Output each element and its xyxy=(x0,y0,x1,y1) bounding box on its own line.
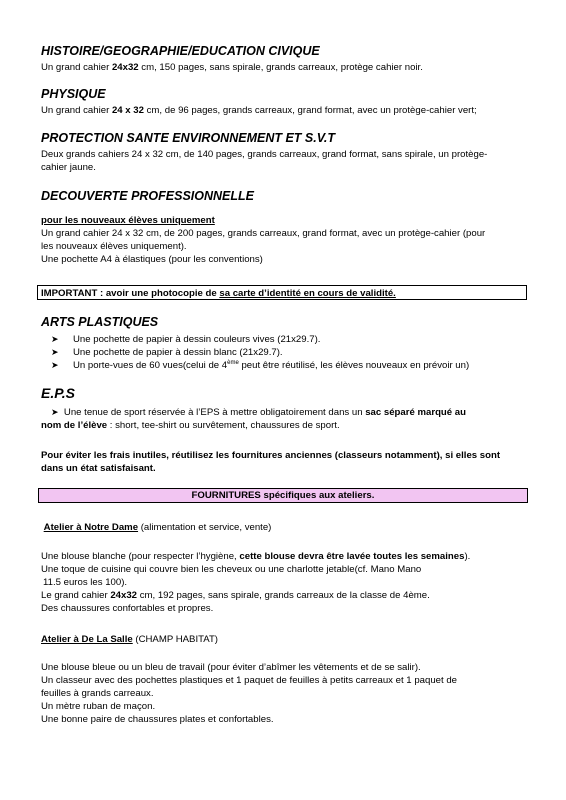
notice-line-1: Pour éviter les frais inutiles, réutilisez les fournitures anciennes (classeurs notamment), si elles sont xyxy=(41,450,501,461)
eps-post: : short, tee-shirt ou survêtement, chaussures de sport. xyxy=(107,420,340,431)
de-la-salle-line-5: Une bonne paire de chaussures plates et confortables. xyxy=(41,714,274,725)
eps-bold-2: nom de l’élève xyxy=(41,420,108,431)
arts-item3-post: peut être réutilisé, les élèves nouveaux en prévoir un) xyxy=(238,360,470,371)
important-underlined: sa carte d’identité en cours de validité. xyxy=(219,288,396,299)
histoire-size: 24x32 xyxy=(111,62,139,73)
physique-post: cm, de 96 pages, grands carreaux, grand format, avec un protège-cahier vert; xyxy=(143,105,477,116)
notre-dame-l4-pre: Le grand cahier xyxy=(41,590,111,601)
decouverte-text xyxy=(41,214,529,266)
notice-text xyxy=(41,449,529,475)
de-la-salle-note: (CHAMP HABITAT) xyxy=(132,634,218,645)
notre-dame-l1-bold: cette blouse devra être lavée toutes les semaines xyxy=(239,551,465,562)
decouverte-line-2: les nouveaux élèves uniquement). xyxy=(41,241,187,252)
important-box xyxy=(37,285,527,300)
pse-text xyxy=(41,148,529,174)
notre-dame-line-3: 11.5 euros les 100). xyxy=(43,577,128,588)
arts-item3-sup: ème xyxy=(227,360,239,366)
arts-item xyxy=(41,346,529,359)
notre-dame-l4-post: cm, 192 pages, sans spirale, grands carreaux de la classe de 4ème. xyxy=(137,590,430,601)
decouverte-line-1: Un grand cahier 24 x 32 cm, de 200 pages, grands carreaux, grand format, avec un protège-cahier (pour xyxy=(41,228,486,239)
arrow-icon: ➤ xyxy=(51,407,59,417)
important-lead: IMPORTANT : avoir une photocopie de xyxy=(41,288,220,299)
arts-item xyxy=(41,333,529,346)
notre-dame-l1-pre: Une blouse blanche (pour respecter l’hygiène, xyxy=(41,551,240,562)
de-la-salle-line-4: Un mètre ruban de maçon. xyxy=(41,701,156,712)
de-la-salle-line-3: feuilles à grands carreaux. xyxy=(41,688,154,699)
notre-dame-l1-post: ). xyxy=(464,551,471,562)
decouverte-subtitle: pour les nouveaux élèves uniquement xyxy=(41,215,215,226)
arrow-icon: ➤ xyxy=(51,347,59,357)
notre-dame-line-2: Une toque de cuisine qui couvre bien les cheveux ou une charlotte jetable(cf. Mano Mano xyxy=(41,564,422,575)
pse-line-1: Deux grands cahiers 24 x 32 cm, de 140 pages, grands carreaux, grand format, sans spirale, un protège- xyxy=(41,149,488,160)
histoire-pre: Un grand cahier xyxy=(41,62,112,73)
heading-eps: E.P.S xyxy=(41,385,75,401)
notre-dame-title: Atelier à Notre Dame xyxy=(43,522,139,533)
notre-dame-note: (alimentation et service, vente) xyxy=(138,522,272,533)
fournitures-bold: FOURNITURES xyxy=(191,490,261,501)
notre-dame-text xyxy=(41,550,529,615)
notre-dame-section xyxy=(41,521,529,534)
eps-pre: Une tenue de sport réservée à l’EPS à mettre obligatoirement dans un xyxy=(63,407,366,418)
de-la-salle-line-2: Un classeur avec des pochettes plastiques et 1 paquet de feuilles à petits carreaux et 1 paquet de xyxy=(41,675,457,686)
notre-dame-l4-bold: 24x32 xyxy=(110,590,138,601)
heading-histoire: HISTOIRE/GEOGRAPHIE/EDUCATION CIVIQUE xyxy=(41,44,320,58)
heading-pse: PROTECTION SANTE ENVIRONNEMENT ET S.V.T xyxy=(41,131,336,145)
decouverte-line-3: Une pochette A4 à élastiques (pour les conventions) xyxy=(41,254,263,265)
de-la-salle-title: Atelier à De La Salle xyxy=(41,634,133,645)
heading-physique: PHYSIQUE xyxy=(41,87,106,101)
arts-list xyxy=(41,333,529,372)
eps-bold-1: sac séparé marqué au xyxy=(365,407,466,418)
notre-dame-line-5: Des chaussures confortables et propres. xyxy=(41,603,214,614)
pse-line-2: cahier jaune. xyxy=(41,162,96,173)
physique-text xyxy=(41,104,529,117)
heading-arts: ARTS PLASTIQUES xyxy=(41,315,159,329)
arrow-icon: ➤ xyxy=(51,360,59,370)
arts-item xyxy=(41,359,529,372)
de-la-salle-section xyxy=(41,633,529,646)
arts-item3-pre: Un porte-vues de 60 vues(celui de 4 xyxy=(73,360,228,371)
histoire-post: cm, 150 pages, sans spirale, grands carreaux, protège cahier noir. xyxy=(138,62,423,73)
notice-line-2: dans un état satisfaisant. xyxy=(41,463,156,474)
arrow-icon: ➤ xyxy=(51,334,59,344)
fournitures-rest: spécifiques aux ateliers. xyxy=(260,490,375,501)
de-la-salle-text xyxy=(41,661,529,726)
histoire-text xyxy=(41,61,529,74)
arts-item-label: Une pochette de papier à dessin couleurs vives (21x29.7). xyxy=(73,334,321,345)
eps-text xyxy=(41,406,529,432)
fournitures-banner xyxy=(38,488,528,503)
physique-pre: Un grand cahier xyxy=(41,105,112,116)
arts-item-label: Une pochette de papier à dessin blanc (21x29.7). xyxy=(73,347,283,358)
physique-size: 24 x 32 xyxy=(111,105,144,116)
de-la-salle-line-1: Une blouse bleue ou un bleu de travail (pour éviter d’abîmer les vêtements et de se salir). xyxy=(41,662,421,673)
heading-decouverte: DECOUVERTE PROFESSIONNELLE xyxy=(41,189,254,203)
